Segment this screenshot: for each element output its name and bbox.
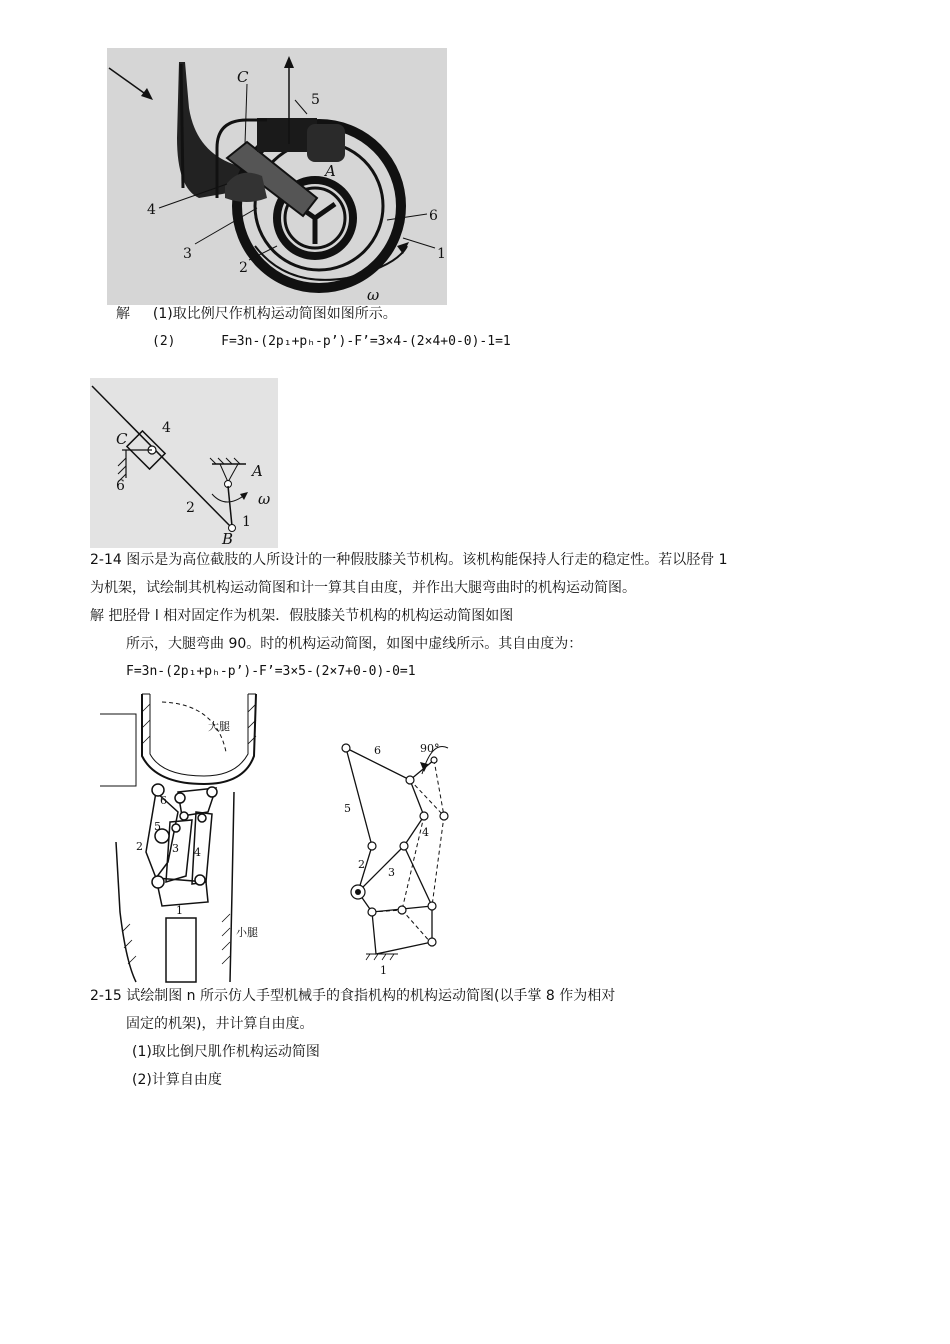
fig1-label-3: 3 <box>183 246 192 262</box>
kinematic-sketch-figure-2 <box>90 378 278 548</box>
problem-2-15-line-1: 2-15 试绘制图 n 所示仿人手型机械手的食指机构的机构运动简图(以手掌 8 作为相对 <box>90 988 616 1004</box>
fig1-label-2: 2 <box>239 260 248 276</box>
fig4-label-angle: 90° <box>420 742 440 755</box>
fig2-label-6: 6 <box>116 478 125 494</box>
fig4-label-2: 2 <box>358 858 365 871</box>
fig1-label-omega: ω <box>367 286 380 304</box>
problem-2-15-step-2: (2)计算自由度 <box>132 1072 222 1088</box>
fig3-label-2: 2 <box>136 840 143 853</box>
problem-2-15-step-1: (1)取比倒尺肌作机构运动简图 <box>132 1044 320 1060</box>
mechanism-figure-1 <box>107 48 447 305</box>
fig3-label-3: 3 <box>172 842 179 855</box>
solution-step-text: (1)取比例尺作机构运动简图如图所示。 <box>152 306 397 322</box>
dof-formula-2: F=3n-(2p₁+pₕ-p’)-F’=3×5-(2×7+0-0)-0=1 <box>126 664 416 679</box>
fig4-label-4: 4 <box>422 826 429 839</box>
fig3-label-1: 1 <box>176 904 183 917</box>
solution-1-line-2 <box>152 332 511 352</box>
knee-kinematic-diagram <box>336 734 454 980</box>
fig4-label-6: 6 <box>374 744 381 757</box>
problem-2-14-line-1: 2-14 图示是为高位截肢的人所设计的一种假肢膝关节机构。该机构能保持人行走的稳定性。若以胫骨 1 <box>90 552 728 568</box>
problem-2-14-solution-1: 解 把胫骨 l 相对固定作为机架．假肢膝关节机构的机构运动简图如图 <box>90 608 514 624</box>
fig2-label-1: 1 <box>242 514 251 530</box>
fig1-label-5: 5 <box>311 92 320 108</box>
fig3-label-6: 6 <box>160 794 167 807</box>
problem-2-15-line-2: 固定的机架)，井计算自由度。 <box>126 1016 314 1032</box>
fig1-label-C: C <box>237 68 249 86</box>
solution-step-number: (2) <box>152 334 176 349</box>
fig2-label-4: 4 <box>162 420 171 436</box>
fig1-label-6: 6 <box>429 208 438 224</box>
fig2-label-omega: ω <box>258 490 271 508</box>
fig4-label-5: 5 <box>344 802 351 815</box>
problem-2-14-line-2: 为机架，试绘制其机构运动简图和计一算其自由度，并作出大腿弯曲时的机构运动简图。 <box>90 580 636 596</box>
fig1-label-1: 1 <box>437 246 446 262</box>
solution-prefix: 解 <box>116 306 130 322</box>
fig1-label-A: A <box>325 162 336 180</box>
prosthetic-knee-figure <box>96 692 276 984</box>
problem-2-14-solution-2: 所示，大腿弯曲 90。时的机构运动简图，如图中虚线所示。其自由度为： <box>126 636 583 652</box>
fig3-label-thigh: 大腿 <box>208 720 230 733</box>
fig4-label-1: 1 <box>380 964 387 977</box>
fig3-label-4: 4 <box>194 846 201 859</box>
dof-formula-1: F=3n-(2p₁+pₕ-p’)-F’=3×4-(2×4+0-0)-1=1 <box>221 334 511 349</box>
fig2-label-C: C <box>116 430 128 448</box>
fig2-label-A: A <box>252 462 263 480</box>
fig4-label-3: 3 <box>388 866 395 879</box>
fig1-label-4: 4 <box>147 202 156 218</box>
fig2-label-B: B <box>222 530 234 548</box>
fig3-label-shank: 小腿 <box>236 926 258 939</box>
solution-1-line-1 <box>116 304 397 324</box>
fig3-label-5: 5 <box>154 820 161 833</box>
fig2-label-2: 2 <box>186 500 195 516</box>
